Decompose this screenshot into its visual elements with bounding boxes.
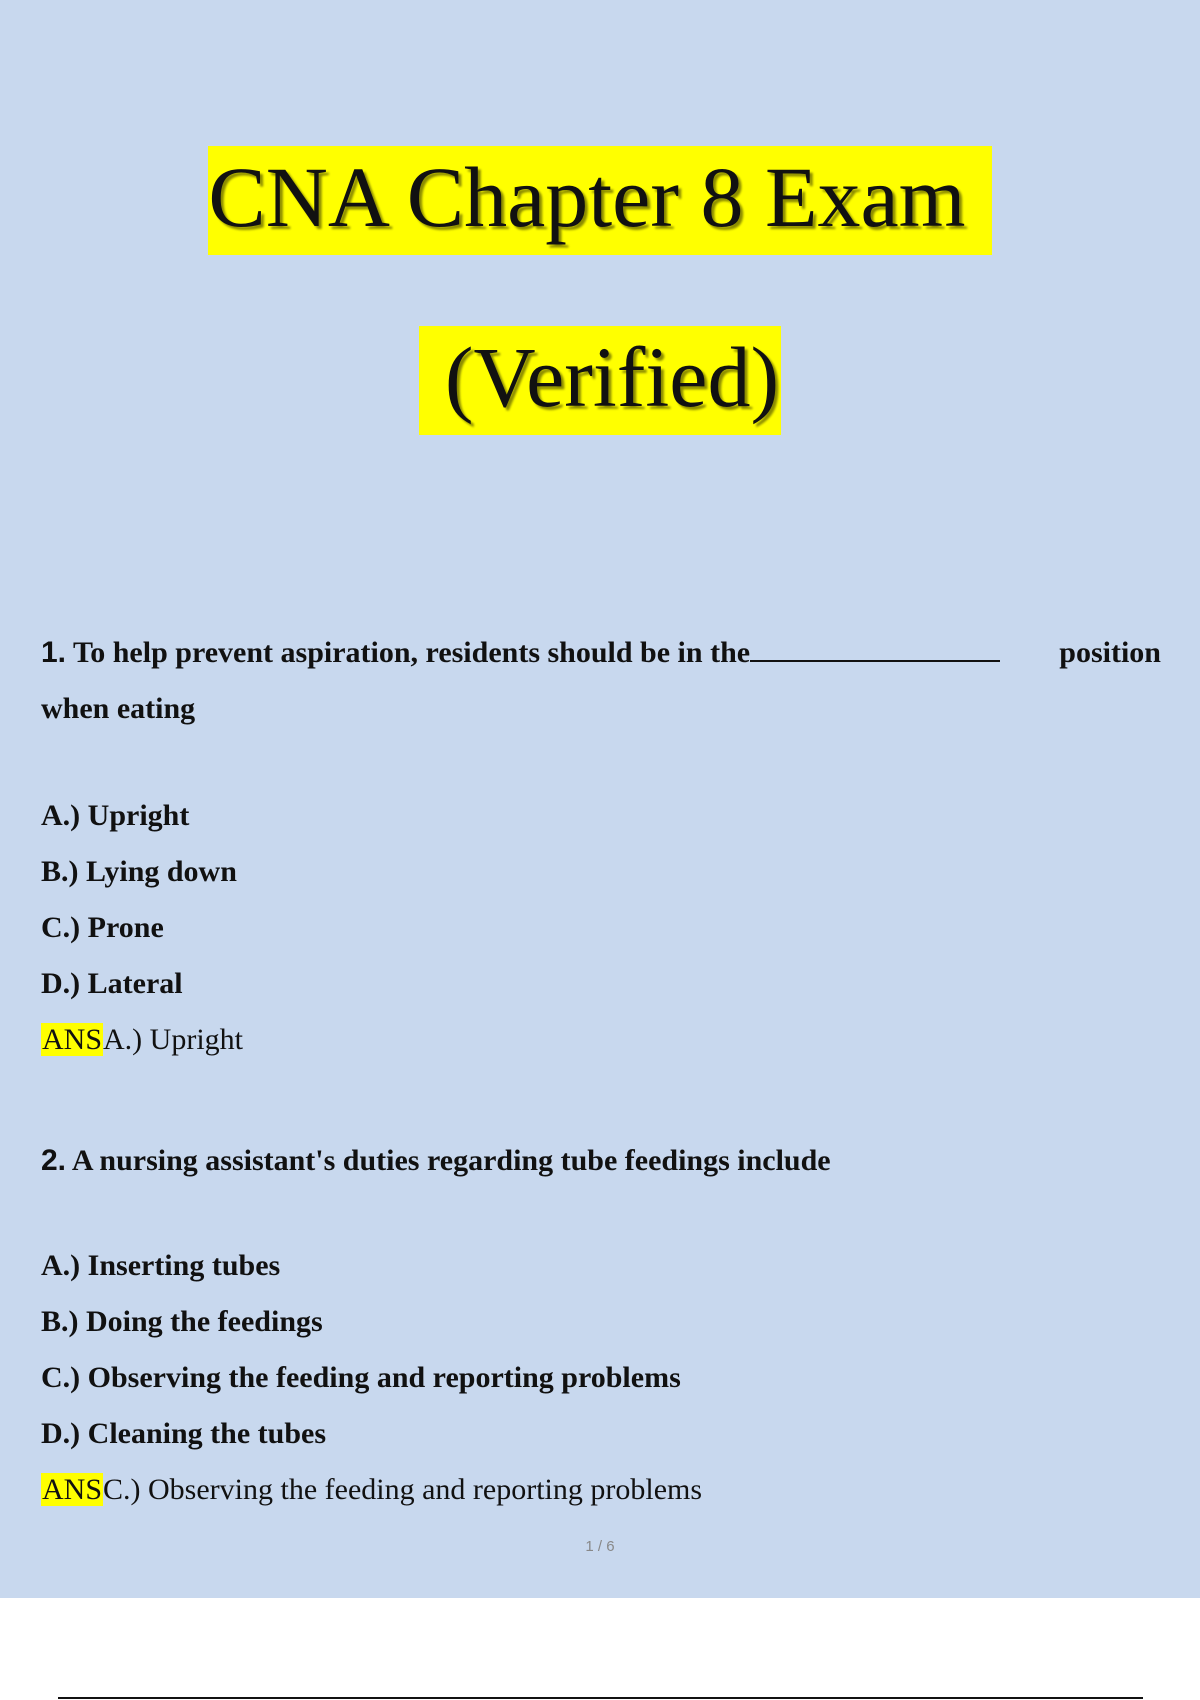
question-2: [41, 1133, 1161, 1189]
option-b: B.) Doing the feedings: [41, 1305, 323, 1338]
question-number: 1.: [41, 636, 67, 669]
question-text-part: A nursing assistant's duties regarding tube feedings include: [66, 1144, 831, 1177]
question-text-part: position: [1059, 636, 1161, 669]
option-c: C.) Prone: [41, 911, 164, 944]
answer-tag: ANS: [42, 1473, 103, 1506]
answer-text: C.) Observing the feeding and reporting problems: [103, 1473, 703, 1506]
option-c: C.) Observing the feeding and reporting problems: [41, 1361, 681, 1394]
question-text-part: To help prevent aspiration, residents should be in the: [66, 636, 751, 669]
page-indicator: 1 / 6: [585, 1538, 615, 1555]
question-text-continued: when eating: [41, 692, 196, 725]
fill-in-blank: [750, 636, 1000, 662]
answer-text: A.) Upright: [103, 1023, 243, 1056]
option-a: A.) Inserting tubes: [41, 1249, 281, 1282]
question-2-options: [41, 1238, 1161, 1518]
next-page-divider: [58, 1697, 1143, 1699]
option-a: A.) Upright: [41, 799, 190, 832]
document-subtitle: [0, 326, 1200, 435]
question-1: [41, 625, 1161, 737]
question-number: 2.: [41, 1144, 67, 1177]
title-line-1: CNA Chapter 8 Exam: [208, 146, 991, 255]
question-1-text: [41, 625, 1161, 681]
answer-line: [41, 1012, 1161, 1068]
question-2-text: [41, 1133, 1161, 1189]
option-d: D.) Lateral: [41, 967, 183, 1000]
answer-tag: ANS: [42, 1023, 103, 1056]
question-1-options: [41, 788, 1161, 1068]
option-b: B.) Lying down: [41, 855, 237, 888]
option-d: D.) Cleaning the tubes: [41, 1417, 327, 1450]
answer-line: [41, 1462, 1161, 1518]
title-line-2: (Verified): [419, 326, 781, 435]
document-title: [0, 146, 1200, 255]
